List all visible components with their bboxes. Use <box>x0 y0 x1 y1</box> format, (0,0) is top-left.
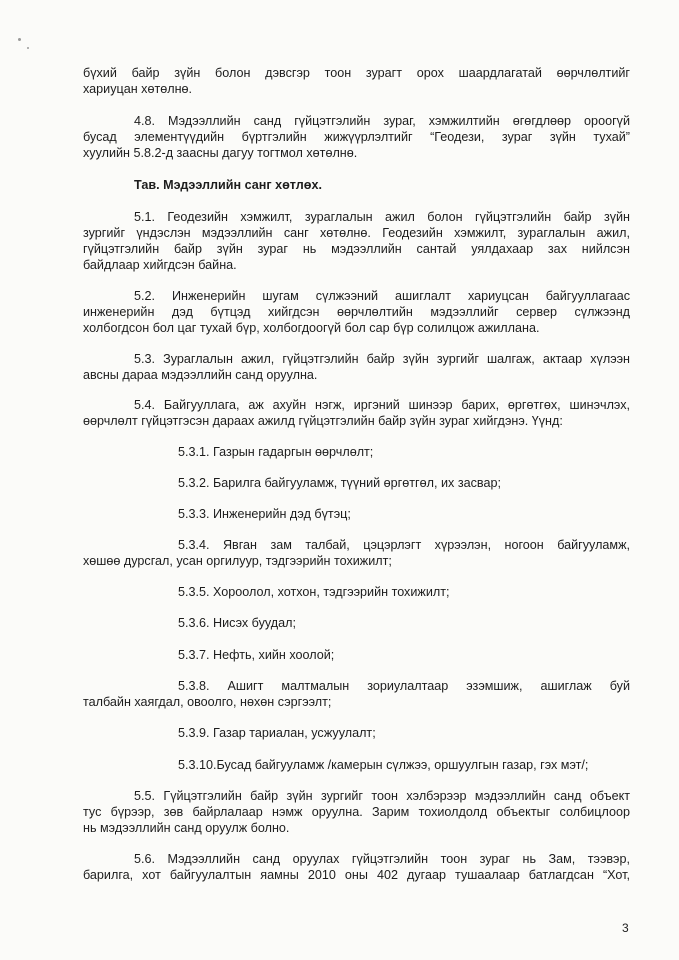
text-line: барилга, хот байгуулалтын яамны 2010 оны 402 дугаар тушаалаар батлагдсан “Хот, <box>83 868 630 882</box>
text-line: авсны дараа мэдээллийн санд оруулна. <box>83 368 318 382</box>
scan-speck <box>18 38 21 41</box>
list-item: 5.3.6. Нисэх буудал; <box>178 616 296 630</box>
text-line: нь мэдээллийн санд оруулж болно. <box>83 821 290 835</box>
list-item: 5.3.9. Газар тариалан, усжуулалт; <box>178 726 376 740</box>
text-line: 4.8. Мэдээллийн санд гүйцэтгэлийн зураг, хэмжилтийн өгөгдлөөр ороогүй <box>134 114 630 128</box>
text-line: холбогдсон бол цаг тухай бүр, холбогдоогүй бол сар бүр солилцож ажиллана. <box>83 321 540 335</box>
text-line: хуулийн 5.8.2-д заасны дагуу тогтмол хөтөлнө. <box>83 146 358 160</box>
page-number: 3 <box>622 921 629 935</box>
list-item: 5.3.2. Барилга байгууламж, түүний өргөтгөл, их засвар; <box>178 476 501 490</box>
text-line: гүйцэтгэлийн байр зүйн зураг нь мэдээллийн сантай уялдахаар зах нийлсэн <box>83 242 630 256</box>
text-line: өөрчлөлт гүйцэтгэсэн дараах ажилд гүйцэтгэлийн байр зүйн зураг хийгдэнэ. Үүнд: <box>83 414 563 428</box>
list-item: 5.3.10.Бусад байгууламж /камерын сүлжээ, оршуулгын газар, гэх мэт/; <box>178 758 589 772</box>
text-line: 5.2. Инженерийн шугам сүлжээний ашиглалт хариуцсан байгууллагаас <box>134 289 630 303</box>
list-item: 5.3.1. Газрын гадаргын өөрчлөлт; <box>178 445 374 459</box>
list-item: 5.3.4. Явган зам талбай, цэцэрлэгт хүрээлэн, ногоон байгууламж, <box>178 538 630 552</box>
text-line: 5.1. Геодезийн хэмжилт, зураглалын ажил болон гүйцэтгэлийн байр зүйн <box>134 210 630 224</box>
text-line: 5.5. Гүйцэтгэлийн байр зүйн зургийг тоон хэлбэрээр мэдээллийн санд объект <box>134 789 630 803</box>
list-item: 5.3.3. Инженерийн дэд бүтэц; <box>178 507 351 521</box>
list-item: 5.3.5. Хороолол, хотхон, тэдгээрийн тохижилт; <box>178 585 450 599</box>
text-line: хариуцан хөтөлнө. <box>83 82 193 96</box>
text-line: бүхий байр зүйн болон дэвсгэр тоон зурагт орох шаардлагатай өөрчлөлтийг <box>83 66 630 80</box>
list-item-continuation: хөшөө дурсгал, усан оргилуур, тэдгээрийн тохижилт; <box>83 554 392 568</box>
text-line: тус бүрээр, зөв байрлалаар нэмж оруулна. Зарим тохиолдолд объектыг солбицлоор <box>83 805 630 819</box>
section-heading: Тав. Мэдээллийн санг хөтлөх. <box>134 178 322 192</box>
text-line: бусад элементүүдийн бүртгэлийн жижүүрлэлтийг “Геодези, зураг зүйн тухай” <box>83 130 630 144</box>
text-line: зургийг үндэслэн мэдээллийн санг хөтөлнө. Геодезийн хэмжилт, зураглалын ажил, <box>83 226 630 240</box>
scan-speck <box>27 47 29 49</box>
text-line: 5.3. Зураглалын ажил, гүйцэтгэлийн байр зүйн зургийг шалгаж, актаар хүлээн <box>134 352 630 366</box>
text-line: байдлаар хийгдсэн байна. <box>83 258 237 272</box>
text-line: 5.4. Байгууллага, аж ахуйн нэгж, иргэний шинээр барих, өргөтгөх, шинэчлэх, <box>134 398 630 412</box>
list-item: 5.3.7. Нефть, хийн хоолой; <box>178 648 335 662</box>
list-item-continuation: талбайн хаягдал, овоолго, нөхөн сэргээлт; <box>83 695 332 709</box>
list-item: 5.3.8. Ашигт малтмалын зориулалтаар эзэмшиж, ашиглаж буй <box>178 679 630 693</box>
text-line: 5.6. Мэдээллийн санд оруулах гүйцэтгэлийн тоон зураг нь Зам, тээвэр, <box>134 852 630 866</box>
text-line: инженерийн дэд бүтцэд хийгдсэн өөрчлөлтийн мэдээллийг сервер сүлжээнд <box>83 305 630 319</box>
